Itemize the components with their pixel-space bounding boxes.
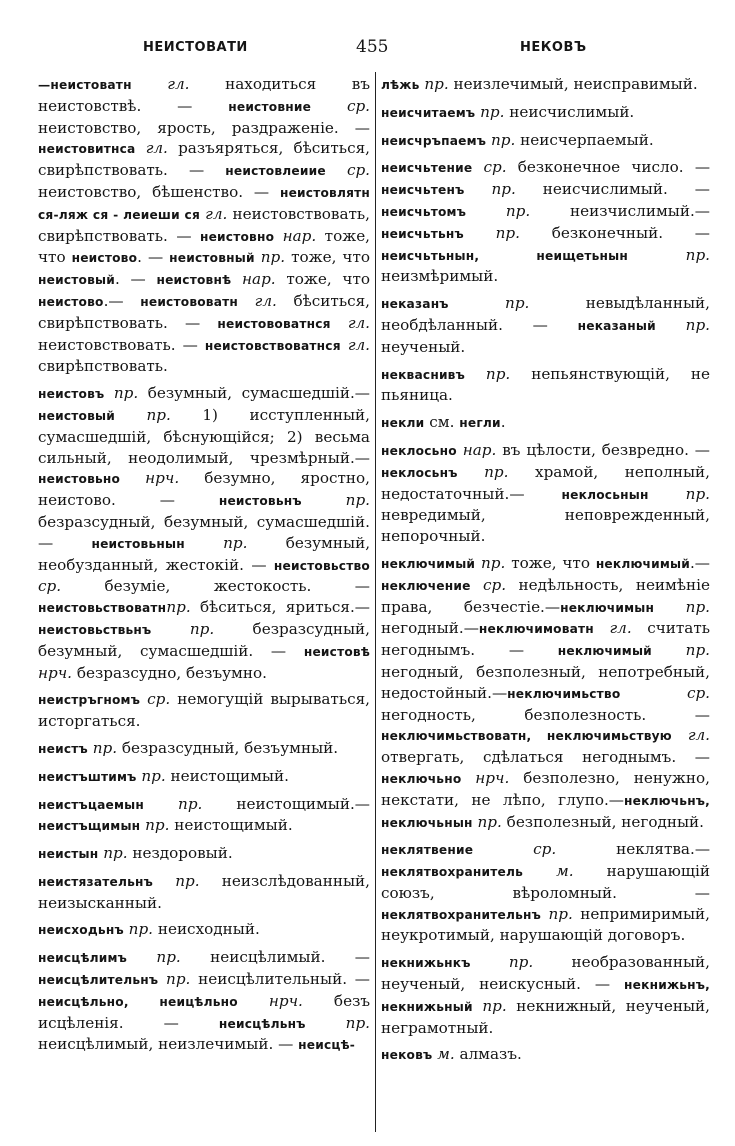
grammar-label: м. (437, 1045, 455, 1064)
grammar-label: пр. (685, 641, 711, 660)
definition-text: тоже, что (505, 553, 596, 572)
grammar-label: гл. (205, 204, 228, 223)
headword: неисходьнъ (38, 923, 124, 938)
dictionary-entry (38, 843, 370, 865)
definition-text: неученый. (381, 337, 466, 356)
definition-text (115, 406, 147, 424)
definition-text: тоже, что (38, 226, 371, 267)
definition-text: находиться въ неистовствѣ. — (38, 75, 370, 115)
definition-text (144, 795, 178, 813)
grammar-label: пр. (175, 871, 200, 890)
dictionary-entry (381, 102, 710, 124)
definition-text: безумно, яростно, неистово. — (38, 469, 370, 510)
grammar-label: пр. (166, 598, 191, 617)
definition-text (151, 620, 189, 638)
definition-text: неистовство, ярость, раздраженіе. — (38, 118, 370, 137)
headword: неистовьнъ (218, 494, 302, 509)
dictionary-entry (38, 871, 370, 914)
headword: неистовьнын (91, 536, 185, 551)
definition-text (654, 598, 686, 616)
definition-text: неизлечимый, неисправимый. (448, 75, 698, 93)
grammar-label: пр. (103, 844, 128, 863)
headword: неистовитнса (38, 142, 136, 157)
definition-text (449, 294, 505, 312)
grammar-label: ср. (686, 683, 710, 702)
grammar-label: пр. (484, 462, 509, 481)
definition-text (153, 872, 175, 890)
headword: неключимый (557, 644, 652, 659)
definition-text: безполезно, ненужно, некстати, не лѣпо, глупо.— (381, 768, 711, 809)
grammar-label: пр. (495, 223, 520, 242)
grammar-label: пр. (92, 738, 118, 757)
grammar-label: пр. (223, 533, 248, 552)
headword: неистовствоватнся (204, 338, 341, 353)
grammar-label: нар. (242, 270, 276, 289)
dictionary-entry (381, 553, 710, 833)
headword: неключимоватн (478, 622, 594, 637)
grammar-label: гл. (145, 139, 168, 158)
headword: неисцѣлимъ (38, 951, 128, 966)
headword: неистовно (199, 229, 275, 244)
right-column (381, 74, 710, 1072)
headword: нековъ (381, 1048, 433, 1063)
definition-text: негодность, безполезность. — (381, 705, 710, 724)
grammar-label: ср. (346, 96, 371, 115)
definition-text: безумный, необузданный, жестокій. — (38, 533, 371, 574)
definition-text: . — (114, 270, 157, 289)
grammar-label: ср. (147, 690, 171, 709)
definition-text (656, 316, 686, 334)
definition-text: безполезный, негодный. (501, 812, 704, 831)
headword: неистовый (38, 408, 115, 423)
definition-text (302, 491, 346, 509)
headword: неключение (381, 578, 471, 593)
headword: неключимьство (507, 686, 621, 701)
definition-text: въ цѣлости, безвредно. — (496, 440, 710, 459)
grammar-label: пр. (146, 405, 171, 424)
headword: неистовнѣ (156, 273, 232, 288)
headword: неключьнъ, неключьнын (381, 793, 710, 830)
definition-text: недѣльность, неимѣніе права, безчестіе.— (381, 575, 710, 616)
grammar-label: ср. (483, 575, 507, 594)
grammar-label: пр. (685, 245, 710, 264)
headword: неисцѣлительнъ (38, 973, 159, 988)
definition-text (311, 97, 347, 115)
grammar-label: нар. (462, 440, 497, 459)
grammar-label: нрч. (475, 768, 510, 787)
headword: неказаный (577, 318, 656, 333)
grammar-label: гл. (254, 291, 277, 310)
dictionary-entry (381, 364, 710, 407)
definition-text (620, 684, 687, 702)
grammar-label: пр. (490, 130, 516, 149)
headword: неистязательнъ (38, 874, 153, 889)
headword: неклосьнъ (381, 465, 458, 480)
headword: неистовый (38, 273, 115, 288)
grammar-label: пр. (477, 812, 502, 831)
dictionary-entry (381, 293, 710, 357)
headword: неклятвохранитель (381, 865, 523, 880)
dictionary-entry (38, 383, 370, 683)
grammar-label: нрч. (145, 469, 180, 488)
definition-text: немогущій вырываться, исторгаться. (38, 690, 371, 731)
grammar-label: пр. (141, 766, 166, 785)
definition-text: неисходный. (153, 920, 260, 939)
definition-text: безумный, сумасшедшій.— (138, 384, 370, 403)
column-divider (375, 72, 376, 1132)
headword: неистовлеиие (225, 164, 326, 179)
grammar-label: пр. (481, 553, 506, 572)
definition-text (104, 384, 114, 402)
grammar-label: гл. (687, 726, 710, 745)
definition-text (326, 161, 347, 179)
definition-text: неисцѣлимый, неизлечимый. — (38, 1035, 299, 1054)
definition-text (465, 365, 486, 383)
headword: —неистоватн (38, 78, 132, 92)
headword: негли (459, 416, 501, 431)
headword: некнижьнъ, некнижьный (381, 978, 710, 1014)
headword: неистъштимъ (38, 769, 137, 784)
grammar-label: м. (556, 862, 574, 881)
dictionary-entry (38, 689, 370, 732)
definition-text: невыдѣланный, необдѣланный. — (381, 294, 711, 334)
dictionary-entry (38, 74, 370, 377)
definition-text: негодный, безполезный, непотребный, недостойный.— (381, 662, 710, 702)
definition-text (672, 726, 688, 744)
definition-text: невредимый, неповрежденный, непорочный. (381, 506, 710, 546)
grammar-label: пр. (685, 315, 710, 334)
grammar-label: пр. (113, 384, 139, 403)
definition-text: неисцѣлимый. — (180, 948, 370, 967)
headword: неклятвение (381, 843, 474, 858)
page-number: 455 (356, 37, 389, 57)
headword: некли (381, 416, 425, 431)
dictionary-entry (381, 412, 710, 434)
definition-text: непримиримый, неукротимый, нарушающій договоръ. (381, 904, 710, 945)
dictionary-entry (381, 1044, 710, 1066)
dictionary-entry (381, 130, 710, 152)
grammar-label: пр. (685, 597, 710, 616)
definition-text: неистощимый.— (202, 794, 370, 813)
definition-text (458, 463, 485, 481)
definition-text (473, 840, 533, 858)
definition-text (238, 992, 269, 1010)
grammar-label: нрч. (38, 663, 73, 682)
headword: неистововатнся (217, 316, 331, 331)
grammar-label: пр. (685, 484, 710, 503)
grammar-label: гл. (167, 75, 190, 93)
dictionary-entry (38, 947, 370, 1056)
headword: неистовьство (273, 558, 370, 573)
definition-text: тоже, что (285, 248, 371, 267)
definition-text (652, 641, 686, 659)
grammar-label: пр. (189, 619, 215, 638)
definition-text: см. (424, 413, 460, 432)
definition-text: . (500, 413, 506, 432)
grammar-label: нар. (282, 226, 317, 245)
definition-text: неклятва.— (556, 840, 711, 859)
definition-text: считать негоднымъ. — (381, 619, 710, 660)
headword: неистын (38, 847, 99, 862)
grammar-label: пр. (345, 1013, 371, 1032)
headword: неисцѣ- (298, 1038, 356, 1053)
grammar-label: пр. (491, 180, 516, 199)
grammar-label: пр. (156, 948, 181, 967)
headword: неисчьтенъ (381, 183, 465, 198)
definition-text: 1) исступленный, сумасшедшій, бѣснующійся; 2) весьма сильный, неодолимый, чрезмѣрный.— (38, 405, 370, 467)
definition-text: некнижный, неученый, неграмотный. (381, 996, 711, 1037)
definition-text (158, 970, 166, 988)
headword: неистъ (38, 741, 88, 756)
definition-text: .— (103, 291, 141, 310)
headword: неистъщимын (38, 819, 141, 834)
definition-text (471, 576, 483, 594)
headword: неключимын (560, 600, 655, 615)
dictionary-entry (381, 952, 710, 1038)
definition-text: тоже, что (275, 270, 371, 289)
grammar-label: ср. (483, 158, 507, 177)
definition-text (466, 202, 506, 220)
dictionary-entry (38, 766, 370, 788)
headword: неключимый (595, 556, 690, 571)
definition-text: безразсудный, безумный, сумасшедшій. — (38, 512, 370, 552)
dictionary-entry (38, 919, 370, 941)
headword: лѣжь (381, 78, 420, 92)
definition-text (464, 180, 491, 198)
definition-text: отвергать, сдѣлаться негоднымъ. — (381, 748, 710, 767)
definition-text: нарушающій союзъ, вѣроломный. — (381, 862, 710, 902)
definition-text: алмазъ. (454, 1045, 522, 1064)
definition-text (127, 948, 156, 966)
headword: неистовлятн ся-ляж ся - леиеши ся (38, 185, 370, 222)
headword: неистововатн (140, 294, 239, 309)
headword: неистовьствьнъ (38, 622, 152, 637)
definition-text: неистовствовать. — (38, 335, 205, 354)
grammar-label: пр. (424, 75, 449, 93)
headword: неисчръпаемъ (381, 133, 487, 148)
headword: неистъцаемын (38, 797, 144, 812)
grammar-label: пр. (480, 102, 505, 121)
dictionary-entry (381, 839, 710, 946)
grammar-label: ср. (346, 161, 371, 180)
left-column (38, 74, 370, 1062)
headword: неключимьствоватн, неключимьствую (381, 729, 672, 744)
grammar-label: пр. (505, 201, 531, 220)
definition-text: разъяряться, бѣситься, свирѣпствовать. — (38, 139, 370, 180)
definition-text: безконечный. — (519, 223, 710, 242)
grammar-label: нрч. (268, 991, 303, 1010)
headword: неключьно (381, 771, 462, 786)
definition-text: безконечное число. — (506, 158, 711, 177)
headword: неисчьтьнын, неищетьнын (381, 248, 629, 263)
definition-text (274, 227, 282, 245)
headword: неистовѣ (303, 644, 370, 659)
grammar-label: гл. (347, 335, 370, 354)
definition-text: неисчислимый. (504, 102, 635, 121)
definition-text (464, 224, 496, 242)
definition-text: . — (137, 248, 170, 267)
header-left-headword: НЕИСТОВАТИ (143, 40, 248, 55)
definition-text: неистовство, бѣшенство. — (38, 182, 280, 201)
definition-text: нездоровый. (127, 844, 233, 863)
grammar-label: пр. (548, 904, 573, 923)
headword: неказанъ (381, 297, 449, 312)
dictionary-entry (38, 794, 370, 838)
definition-text (132, 75, 168, 93)
headword: неистово (71, 251, 138, 266)
headword: неистовный (169, 251, 255, 266)
grammar-label: пр. (166, 970, 191, 989)
definition-text (628, 246, 686, 264)
definition-text (461, 769, 475, 787)
dictionary-entry (38, 738, 370, 760)
definition-text: безъ исцѣленія. — (38, 991, 371, 1032)
definition-text: бѣситься, яриться.— (190, 598, 370, 617)
definition-text (231, 270, 242, 288)
definition-text: непьянствующій, не пьяница. (381, 364, 711, 405)
headword: неисчьтьнъ (381, 226, 464, 241)
definition-text: безразсудный, безъумный. (117, 738, 339, 757)
definition-text (135, 139, 145, 157)
grammar-label: пр. (260, 248, 286, 267)
definition-text: необразованный, неученый, неискусный. — (381, 953, 710, 994)
grammar-label: пр. (505, 294, 530, 313)
grammar-label: пр. (145, 816, 170, 835)
definition-text: .— (689, 553, 710, 572)
definition-text: неизслѣдованный, неизысканный. (38, 871, 370, 912)
definition-text (649, 485, 686, 503)
definition-text (185, 534, 223, 552)
grammar-label: пр. (482, 996, 507, 1015)
definition-text (238, 292, 255, 310)
definition-text: безразсудный, безумный, сумасшедшій. — (38, 619, 370, 660)
definition-text (120, 469, 145, 487)
definition-text: неизчислимый.— (530, 201, 710, 220)
definition-text (341, 336, 348, 354)
grammar-label: ср. (533, 840, 557, 859)
header-right-headword: НЕКОВЪ (520, 40, 587, 55)
grammar-label: пр. (128, 920, 153, 939)
headword: неистовьно (38, 472, 121, 487)
definition-text (473, 997, 483, 1015)
definition-text: безуміе, жестокость. — (61, 577, 370, 596)
grammar-label: пр. (345, 491, 370, 510)
headword: неисцѣльно, неицѣльно (38, 994, 238, 1009)
definition-text: неизмѣримый. (381, 267, 499, 286)
dictionary-entry (381, 74, 710, 96)
grammar-label: ср. (38, 577, 62, 596)
headword: неистово (38, 294, 104, 309)
headword: неключимый (381, 556, 476, 571)
grammar-label: пр. (508, 953, 534, 972)
definition-text (306, 1014, 346, 1032)
headword: неклятвохранительнъ (381, 907, 541, 922)
grammar-label: гл. (609, 619, 632, 638)
definition-text: бѣситься, свирѣпствовать. — (38, 291, 371, 332)
headword: некнижьнкъ (381, 956, 471, 971)
definition-text (472, 158, 483, 176)
headword: неклосьнын (561, 487, 649, 502)
definition-text: неисцѣлительный. — (190, 970, 370, 989)
headword: неклосьно (381, 443, 457, 458)
grammar-label: гл. (347, 313, 371, 332)
headword: некваснивъ (381, 367, 465, 382)
definition-text (331, 314, 348, 332)
definition-text: неистовствовать, свирѣпствовать. — (38, 204, 370, 245)
headword: неистовьствоватн (38, 601, 167, 616)
headword: неистовние (228, 99, 312, 114)
definition-text (523, 862, 556, 880)
dictionary-entry (381, 440, 710, 547)
definition-text: храмой, неполный, недостаточный.— (381, 462, 710, 503)
headword: неисчьтение (381, 161, 473, 176)
definition-text: неистощимый. (169, 816, 293, 835)
headword: неисчьтомъ (381, 204, 467, 219)
definition-text: неисчерпаемый. (515, 130, 654, 149)
definition-text: свирѣпствовать. (38, 357, 168, 376)
definition-text: безразсудно, безъумно. (72, 663, 267, 682)
definition-text (471, 953, 509, 971)
running-header (0, 37, 735, 66)
definition-text: негодный.— (381, 619, 479, 638)
headword: неисчитаемъ (381, 105, 476, 120)
headword: неистовъ (38, 387, 105, 402)
headword: неистръгномъ (38, 693, 141, 708)
headword: неисцѣльнъ (218, 1016, 306, 1031)
definition-text: неисчислимый. — (515, 180, 710, 199)
grammar-label: пр. (485, 364, 511, 383)
grammar-label: пр. (178, 794, 203, 813)
dictionary-entry (381, 157, 710, 287)
definition-text: неистощимый. (165, 766, 289, 785)
definition-text (594, 619, 610, 637)
